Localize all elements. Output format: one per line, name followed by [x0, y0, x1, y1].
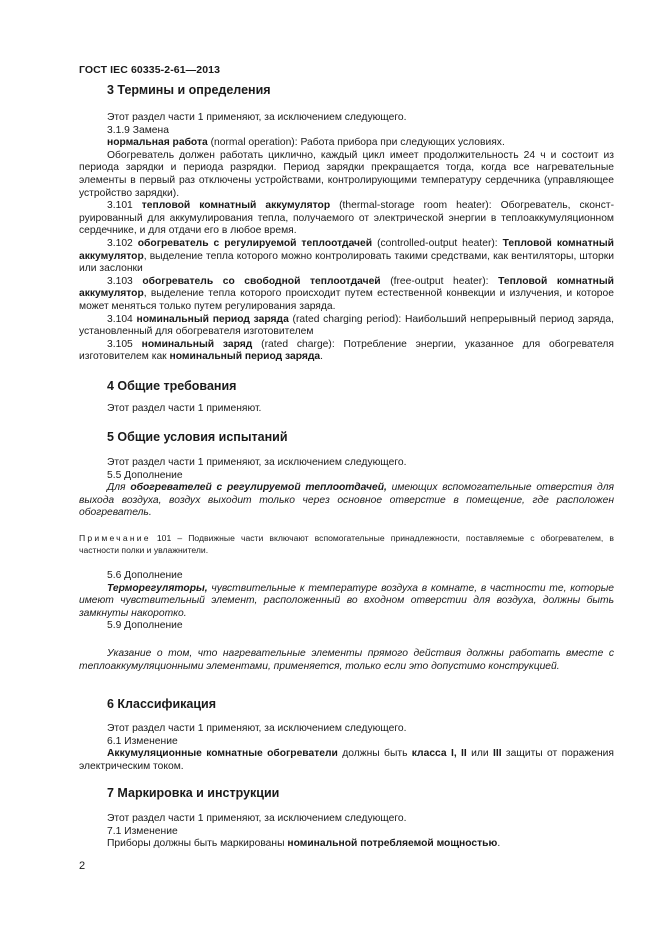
subsection-6-1: 6.1 Изменение	[107, 735, 178, 747]
paragraph-6-1: Аккумуляционные комнатные обогреватели должны быть класса I, II или III защиты от поражения электрическим током.	[79, 748, 614, 772]
section-7-body	[79, 813, 614, 851]
standard-header: ГОСТ IEC 60335-2-61—2013	[79, 64, 221, 76]
subsection-7-1: 7.1 Изменение	[107, 825, 178, 837]
section-4-body	[79, 403, 614, 416]
note-label: Примечание	[79, 533, 151, 543]
section-5-continued	[79, 570, 614, 633]
term-thermostats: Терморегуляторы,	[107, 582, 208, 594]
section-4-title: 4 Общие требования	[107, 379, 237, 393]
definition-normal-operation: нормальная работа (normal operation): Работа прибора при следующих условиях.	[107, 137, 505, 149]
term-3-104: номинальный период заряда	[136, 313, 289, 325]
term-3-103: обогреватель со свободной теплоотдачей	[142, 275, 381, 287]
term-3-101: тепловой комнатный аккумулятор	[141, 200, 331, 212]
term-controlled-output-heaters: обогревателей с регулируемой теплоотдачей,	[130, 482, 387, 494]
definition-3-102: 3.102 обогреватель с регулируемой теплоотдачей (controlled-output heater): Тепловой комнатный аккумулятор, выделение тепла которого можно контролировать такими средствами, как вентиляторы, шторки или заслонки	[79, 237, 614, 275]
paragraph-5-6: Терморегуляторы, чувствительные к температуре воздуха в комнате, в частности те, которые имеют чувствительный элемент, расположенный во входном отверстии для воздуха, должны быть замкнуты накоротко.	[79, 582, 614, 619]
subsection-3-1-9: 3.1.9 Замена	[107, 124, 169, 136]
definition-3-105: 3.105 номинальный заряд (rated charge): Потребление энергии, указанное для обогревателя изготовителем как номинальный период заряда.	[79, 338, 615, 363]
section-6-body	[79, 723, 614, 773]
paragraph-5-9-block	[79, 648, 614, 673]
section-6-title: 6 Классификация	[107, 697, 217, 711]
term-3-105: номинальный заряд	[141, 338, 253, 350]
section-7-title: 7 Маркировка и инструкции	[107, 786, 280, 800]
definition-3-103: 3.103 обогреватель со свободной теплоотдачей (free-output heater): Тепловой комнатный аккумулятор, выделение тепла которого происходит путем естественной конвекции и излучения, и которое может меняться только путем регулирования заряда.	[79, 275, 614, 312]
note-101: Примечание 101 – Подвижные части включают вспомогательные принадлежности, поставляемые с обогревателем, в частности полки и увлажнители.	[79, 533, 614, 555]
term-normal-operation: нормальная работа	[107, 137, 208, 149]
paragraph-5-5: Для обогревателей с регулируемой теплоотдачей, имеющих вспомогательные отверстия для выхода воздуха, воздух выходит только через основное отверстие в помещение, где расположен обогреватель.	[79, 482, 614, 519]
section-3-intro: Этот раздел части 1 применяют, за исключением следующего.	[107, 112, 407, 123]
section-4-intro: Этот раздел части 1 применяют.	[107, 403, 262, 414]
section-7-intro: Этот раздел части 1 применяют, за исключением следующего.	[107, 813, 407, 824]
subsection-5-6: 5.6 Дополнение	[107, 570, 183, 581]
term-3-102: обогреватель с регулируемой теплоотдачей	[137, 237, 373, 249]
subsection-5-5: 5.5 Дополнение	[107, 469, 183, 481]
section-5-intro: Этот раздел части 1 применяют, за исключением следующего.	[107, 457, 407, 468]
paragraph-5-9: Указание о том, что нагревательные элементы прямого действия должны работать вместе с теплоаккумуляционными элементами, применяется, только если это допустимо конструкцией.	[79, 648, 614, 672]
term-rated-power-input: номинальной потребляемой мощностью	[287, 838, 498, 850]
section-6-intro: Этот раздел части 1 применяют, за исключением следующего.	[107, 723, 407, 734]
section-3-body	[79, 112, 614, 364]
term-storage-room-heaters: Аккумуляционные комнатные обогреватели	[107, 748, 338, 760]
section-3-title: 3 Термины и определения	[107, 83, 271, 97]
section-5-title: 5 Общие условия испытаний	[107, 430, 288, 444]
subsection-5-9: 5.9 Дополнение	[107, 620, 183, 632]
definition-3-101: 3.101 тепловой комнатный аккумулятор (thermal-storage room heater): Обогреватель, сконструированный для аккумулирования тепла, получаемого от электрической энергии в теплоаккумуляционном сердечнике, и для отдачи его в любое время.	[79, 200, 614, 237]
page-number: 2	[79, 860, 86, 872]
paragraph-7-1: Приборы должны быть маркированы номинальной потребляемой мощностью.	[107, 838, 501, 850]
definition-3-104: 3.104 номинальный период заряда (rated charging period): Наибольший непрерывный период заряда, установленный для обогревателя изготовителем	[79, 313, 615, 338]
section-5-body	[79, 457, 614, 520]
normal-operation-description: Обогреватель должен работать циклично, каждый цикл имеет продолжительность 24 ч и состоит из периода зарядки и периода разрядки. Период зарядки прекращается тогда, когда все нагревательные элементы в первый раз отключены устройствами, контролирующими температуру сердечника (управляющее устройство зарядки).	[79, 149, 614, 199]
